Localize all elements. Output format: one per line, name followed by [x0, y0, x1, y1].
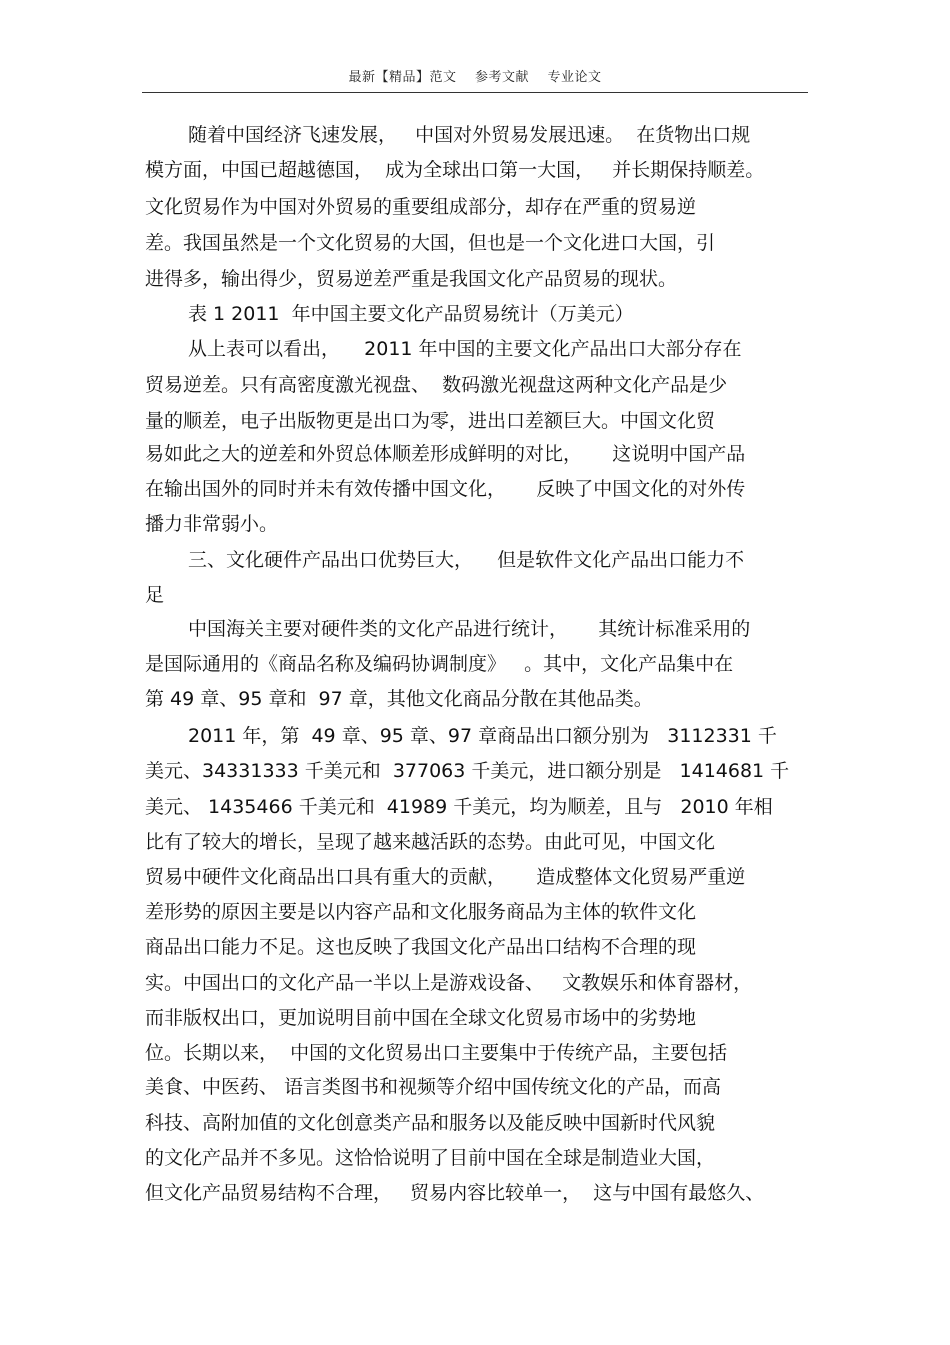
body-text-line: 比有了较大的增长，呈现了越来越活跃的态势。由此可见，中国文化	[145, 831, 716, 853]
section-heading-line: 三、文化硬件产品出口优势巨大， 但是软件文化产品出口能力不	[188, 549, 745, 571]
body-text-line: 的文化产品并不多见。这恰恰说明了目前中国在全球是制造业大国，	[145, 1147, 716, 1169]
table-caption: 表 1 2011 年中国主要文化产品贸易统计（万美元）	[188, 303, 634, 325]
body-text-line: 商品出口能力不足。这也反映了我国文化产品出口结构不合理的现	[145, 936, 697, 958]
body-text-line: 易如此之大的逆差和外贸总体顺差形成鲜明的对比， 这说明中国产品	[145, 443, 746, 465]
header-divider	[142, 92, 808, 93]
body-text-line: 是国际通用的《商品名称及编码协调制度》 。其中，文化产品集中在	[145, 653, 734, 675]
body-text-line: 科技、高附加值的文化创意类产品和服务以及能反映中国新时代风貌	[145, 1112, 716, 1134]
body-text-line: 量的顺差，电子出版物更是出口为零，进出口差额巨大。中国文化贸	[145, 410, 716, 432]
body-text-line: 在输出国外的同时并未有效传播中国文化， 反映了中国文化的对外传	[145, 478, 746, 500]
body-text-line: 随着中国经济飞速发展， 中国对外贸易发展迅速。 在货物出口规	[188, 124, 751, 146]
body-text-line: 2011 年，第 49 章、95 章、97 章商品出口额分别为 3112331 千	[188, 725, 777, 747]
body-text-line: 中国海关主要对硬件类的文化产品进行统计， 其统计标准采用的	[188, 618, 751, 640]
body-text-line: 从上表可以看出， 2011 年中国的主要文化产品出口大部分存在	[188, 338, 742, 360]
body-text-line: 文化贸易作为中国对外贸易的重要组成部分，却存在严重的贸易逆	[145, 196, 697, 218]
body-text-line: 美食、中医药、 语言类图书和视频等介绍中国传统文化的产品，而高	[145, 1076, 722, 1098]
page-header: 最新【精品】范文 参考文献 专业论文	[348, 70, 602, 85]
body-text-line: 美元、 1435466 千美元和 41989 千美元，均为顺差，且与 2010 年相	[145, 796, 773, 818]
body-text-line: 模方面，中国已超越德国， 成为全球出口第一大国， 并长期保持顺差。	[145, 159, 765, 181]
body-text-line: 差。我国虽然是一个文化贸易的大国，但也是一个文化进口大国，引	[145, 232, 716, 254]
body-text-line: 实。中国出口的文化产品一半以上是游戏设备、 文教娱乐和体育器材，	[145, 972, 753, 994]
body-text-line: 位。长期以来， 中国的文化贸易出口主要集中于传统产品，主要包括	[145, 1042, 728, 1064]
body-text-line: 贸易逆差。只有高密度激光视盘、 数码激光视盘这两种文化产品是少	[145, 374, 728, 396]
body-text-line: 美元、34331333 千美元和 377063 千美元，进口额分别是 1414681 千	[145, 760, 790, 782]
body-text-line: 播力非常弱小。	[145, 513, 279, 535]
body-text-line: 但文化产品贸易结构不合理， 贸易内容比较单一， 这与中国有最悠久、	[145, 1182, 765, 1204]
body-text-line: 贸易中硬件文化商品出口具有重大的贡献， 造成整体文化贸易严重逆	[145, 866, 746, 888]
body-text-line: 进得多，输出得少，贸易逆差严重是我国文化产品贸易的现状。	[145, 268, 678, 290]
body-text-line: 差形势的原因主要是以内容产品和文化服务商品为主体的软件文化	[145, 901, 697, 923]
body-text-line: 而非版权出口，更加说明目前中国在全球文化贸易市场中的劣势地	[145, 1007, 697, 1029]
body-text-line: 足	[145, 584, 165, 606]
body-text-line: 第 49 章、95 章和 97 章，其他文化商品分散在其他品类。	[145, 688, 653, 710]
